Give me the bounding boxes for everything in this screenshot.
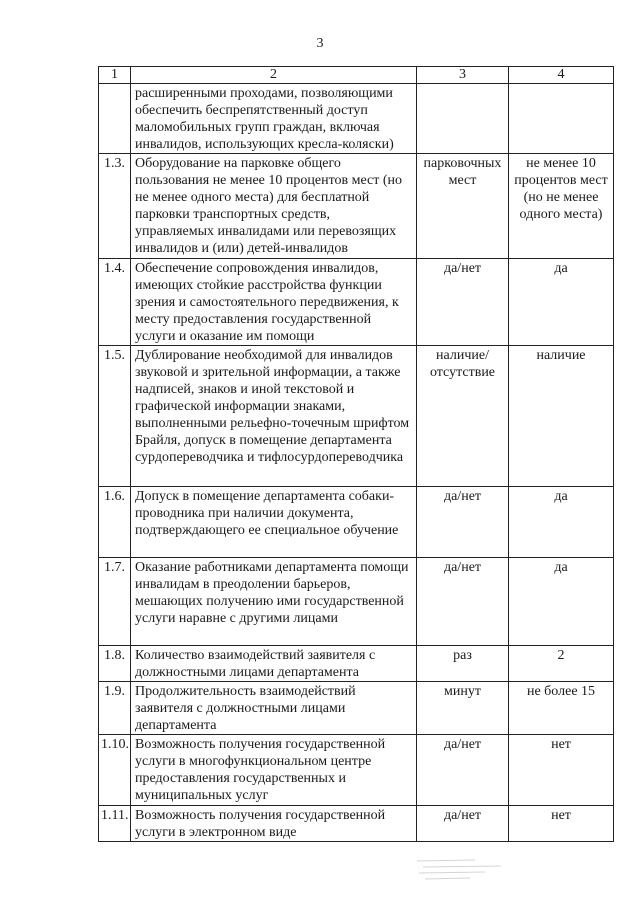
row-number [99,84,131,154]
row-unit: да/нет [417,806,509,842]
table-row [99,646,614,682]
row-description: Возможность получения государственной услуги в электронном виде [131,806,417,842]
header-cell-3: 3 [417,67,509,84]
row-number: 1.6. [99,487,131,558]
row-unit [417,84,509,154]
table-row [99,346,614,487]
row-description: расширенными проходами, позволяющими обеспечить беспрепятственный доступ маломобильных групп граждан, включая инвалидов, использующих кресла-коляски) [131,84,417,154]
row-value: да [509,558,614,646]
row-number: 1.11. [99,806,131,842]
row-description: Обеспечение сопровождения инвалидов, имеющих стойкие расстройства функции зрения и самостоятельного передвижения, к месту предоставления государственной услуги и оказание им помощи [131,259,417,346]
table-row [99,487,614,558]
table-row [99,84,614,154]
row-unit: да/нет [417,735,509,806]
row-number: 1.9. [99,682,131,735]
row-value [509,84,614,154]
row-number: 1.8. [99,646,131,682]
indicators-table [98,66,614,842]
row-number: 1.4. [99,259,131,346]
row-description: Допуск в помещение департамента собаки-проводника при наличии документа, подтверждающего ее специальное обучение [131,487,417,558]
row-value: не менее 10 процентов мест (но не менее одного места) [509,154,614,259]
row-value: не более 15 [509,682,614,735]
row-value: да [509,259,614,346]
row-description: Оборудование на парковке общего пользования не менее 10 процентов мест (но не менее одного места) для бесплатной парковки транспортных средств, управляемых инвалидами или перевозящих инвалидов и (или) детей-инвалидов [131,154,417,259]
row-value: 2 [509,646,614,682]
row-description: Возможность получения государственной услуги в многофункциональном центре предоставления государственных и муниципальных услуг [131,735,417,806]
table-row [99,806,614,842]
row-value: наличие [509,346,614,487]
table-row [99,735,614,806]
table-row [99,682,614,735]
row-number: 1.5. [99,346,131,487]
row-description: Количество взаимодействий заявителя с должностными лицами департамента [131,646,417,682]
row-description: Дублирование необходимой для инвалидов звуковой и зрительной информации, а также надписей, знаков и иной текстовой и графической информации знаками, выполненными рельефно-точечным шрифтом Брайля, допуск в помещение департамента сурдопереводчика и тифлосурдопереводчика [131,346,417,487]
table-header-row [99,67,614,84]
header-cell-1: 1 [99,67,131,84]
row-description: Продолжительность взаимодействий заявителя с должностными лицами департамента [131,682,417,735]
row-value: да [509,487,614,558]
table-row [99,259,614,346]
row-unit: да/нет [417,558,509,646]
page-number: 3 [316,36,324,51]
header-cell-2: 2 [131,67,417,84]
row-unit: парковочных мест [417,154,509,259]
row-unit: раз [417,646,509,682]
row-value: нет [509,806,614,842]
row-description: Оказание работниками департамента помощи инвалидам в преодолении барьеров, мешающих получению ими государственной услуги наравне с другими лицами [131,558,417,646]
table-row [99,558,614,646]
header-cell-4: 4 [509,67,614,84]
row-number: 1.10. [99,735,131,806]
row-number: 1.7. [99,558,131,646]
row-value: нет [509,735,614,806]
table-row [99,154,614,259]
row-unit: наличие/ отсутствие [417,346,509,487]
row-unit: да/нет [417,487,509,558]
row-unit: минут [417,682,509,735]
row-number: 1.3. [99,154,131,259]
faint-stamp-mark [415,857,505,883]
row-unit: да/нет [417,259,509,346]
